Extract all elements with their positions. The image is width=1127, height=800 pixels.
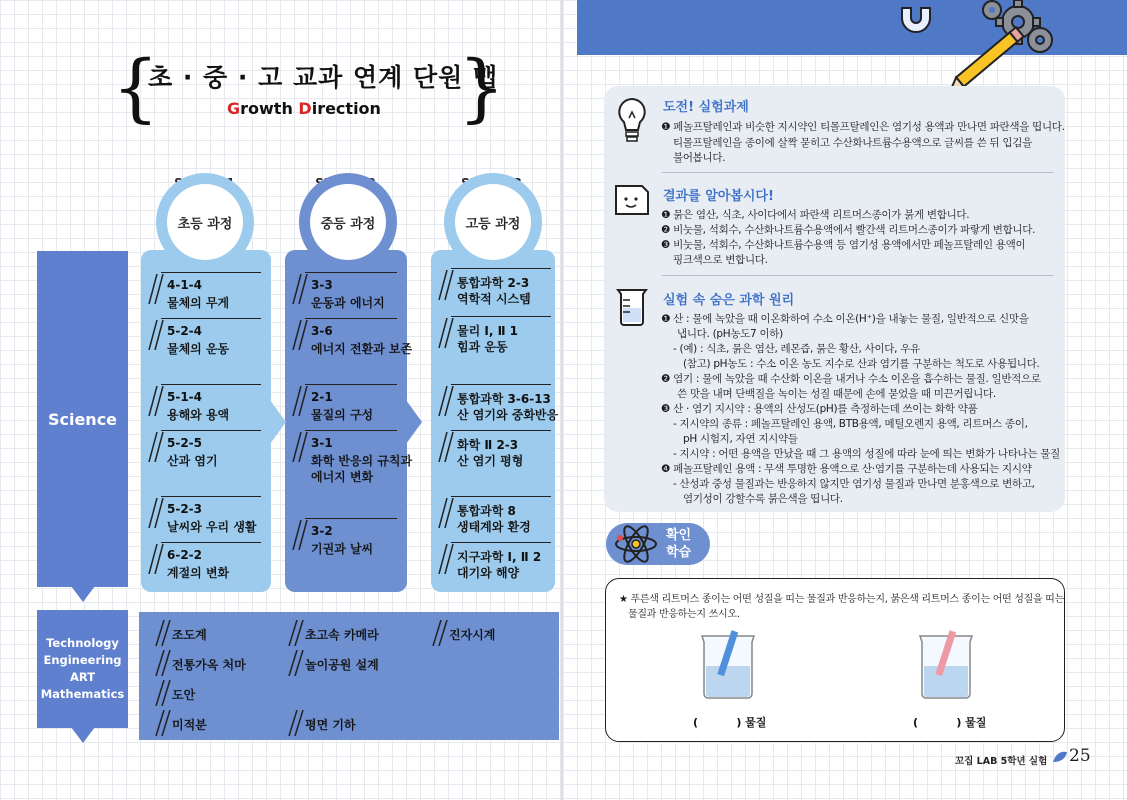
principle-line: - 지시약의 종류 : 페놀프탈레인 용액, BTB용액, 메틸오렌지 용액, 리트머스 종이, [673, 418, 1028, 430]
principle-line: (참고) pH농도 : 수소 이온 농도 지수로 산과 염기를 구분하는 척도로 사용됩니다. [683, 358, 1040, 370]
atom-icon [612, 524, 660, 564]
footer-label: 꼬집 LAB 5학년 실험 [955, 756, 1048, 767]
step-02-circle: 중등 과정 [299, 173, 397, 271]
principles-title: 실험 속 숨은 과학 원리 [663, 293, 795, 308]
paper-face-icon [612, 182, 652, 218]
team-arrow [71, 727, 95, 745]
principle-line: ❸ 산 · 염기 지시약 : 용액의 산성도(pH)를 측정하는데 쓰이는 화학 약품 [661, 403, 978, 415]
team-label: Technology Engineering ART Mathematics [37, 610, 128, 728]
team-item: 평면 기하 [305, 716, 356, 733]
team-item: 도안 [172, 686, 195, 703]
page-number: 25 [1069, 746, 1091, 766]
results-line: 핑크색으로 변합니다. [673, 254, 768, 266]
science-decoration-icon [880, 0, 1070, 90]
team-item: 전통가옥 처마 [172, 656, 246, 673]
principle-line: pH 시험지, 자연 지시약들 [683, 433, 798, 445]
challenge-line: 티몰프탈레인을 종이에 살짝 묻히고 수산화나트륨수용액으로 글씨를 쓴 뒤 입김을 [673, 137, 1032, 149]
team-item: 조도계 [172, 626, 207, 643]
step-01-circle: 초등 과정 [156, 173, 254, 271]
beaker-icon [614, 284, 652, 330]
science-arrow [71, 586, 95, 604]
left-brace: { [112, 45, 160, 131]
challenge-line: ❶ 페놀프탈레인과 비슷한 지시약인 티몰프탈레인은 염기성 용액과 만나면 파란색을 띱니다. [661, 121, 1065, 133]
leaf-icon [1052, 750, 1068, 764]
step-03-circle: 고등 과정 [444, 173, 542, 271]
principle-line: 냅니다. (pH농도7 이하) [677, 328, 783, 340]
principle-line: ❹ 페놀프탈레인 용액 : 무색 투명한 용액으로 산·염기를 구분하는데 사용되는 지시약 [661, 463, 1032, 475]
team-item: 놀이공원 설계 [305, 656, 379, 673]
page-subtitle: Growth Direction [227, 99, 381, 118]
check-label: 확인 학습 [666, 528, 692, 560]
quiz-question: 물질과 반응하는지 쓰시오. [628, 609, 740, 620]
answer-blank-1[interactable]: ( ) 물질 [693, 716, 767, 729]
principle-line: - 지시약 : 어떤 용액을 만났을 때 그 용액의 성질에 따라 눈에 띄는 변화가 나타나는 물질 [673, 448, 1060, 460]
right-brace: } [458, 45, 506, 131]
divider [662, 172, 1054, 173]
arrow-notch-1 [270, 400, 288, 444]
arrow-notch-2 [406, 400, 424, 444]
beaker-red-strip-icon [918, 630, 974, 700]
team-item: 진자시계 [449, 626, 495, 643]
team-item: 미적분 [172, 716, 207, 733]
challenge-title: 도전! 실험과제 [663, 100, 749, 115]
answer-blank-2[interactable]: ( ) 물질 [913, 716, 987, 729]
page-title: 초 · 중 · 고 교과 연계 단원 맵 [148, 63, 499, 92]
principle-line: ❷ 염기 : 물에 녹았을 때 수산화 이온을 내거나 수소 이온을 흡수하는 물질. 일반적으로 [661, 373, 1041, 385]
beaker-blue-strip-icon [700, 630, 756, 700]
principle-line: 쓴 맛을 내며 단백질을 녹이는 성질 때문에 손에 묻었을 때 미끈거립니다. [677, 388, 996, 400]
results-title: 결과를 알아봅시다! [663, 189, 774, 204]
results-line: ❶ 묽은 염산, 식초, 사이다에서 파란색 리트머스종이가 붉게 변합니다. [661, 209, 970, 221]
principle-line: ❶ 산 : 물에 녹았을 때 이온화하여 수소 이온(H⁺)을 내놓는 물질, 일반적으로 신맛을 [661, 313, 1029, 325]
divider [662, 275, 1054, 276]
results-line: ❷ 비눗물, 석회수, 수산화나트륨수용액에서 빨간색 리트머스종이가 파랗게 변합니다. [661, 224, 1036, 236]
principle-line: 염기성이 강할수록 붉은색을 띱니다. [683, 493, 843, 505]
results-line: ❸ 비눗물, 석회수, 수산화나트륨수용액 등 염기성 용액에서만 페놀프탈레인 용액이 [661, 239, 1026, 251]
principle-line: - 산성과 중성 물질과는 반응하지 않지만 염기성 물질과 만나면 분홍색으로 변하고, [673, 478, 1035, 490]
challenge-line: 불어봅니다. [673, 152, 726, 164]
science-label: Science [37, 251, 128, 587]
team-item: 초고속 카메라 [305, 626, 379, 643]
lightbulb-icon [614, 96, 650, 146]
quiz-question: ★ 푸른색 리트머스 종이는 어떤 성질을 띠는 물질과 반응하는지, 붉은색 리트머스 종이는 어떤 성질을 띠는 [619, 594, 1064, 605]
principle-line: - (예) : 식초, 묽은 염산, 레몬즙, 묽은 황산, 사이다, 우유 [673, 343, 920, 355]
